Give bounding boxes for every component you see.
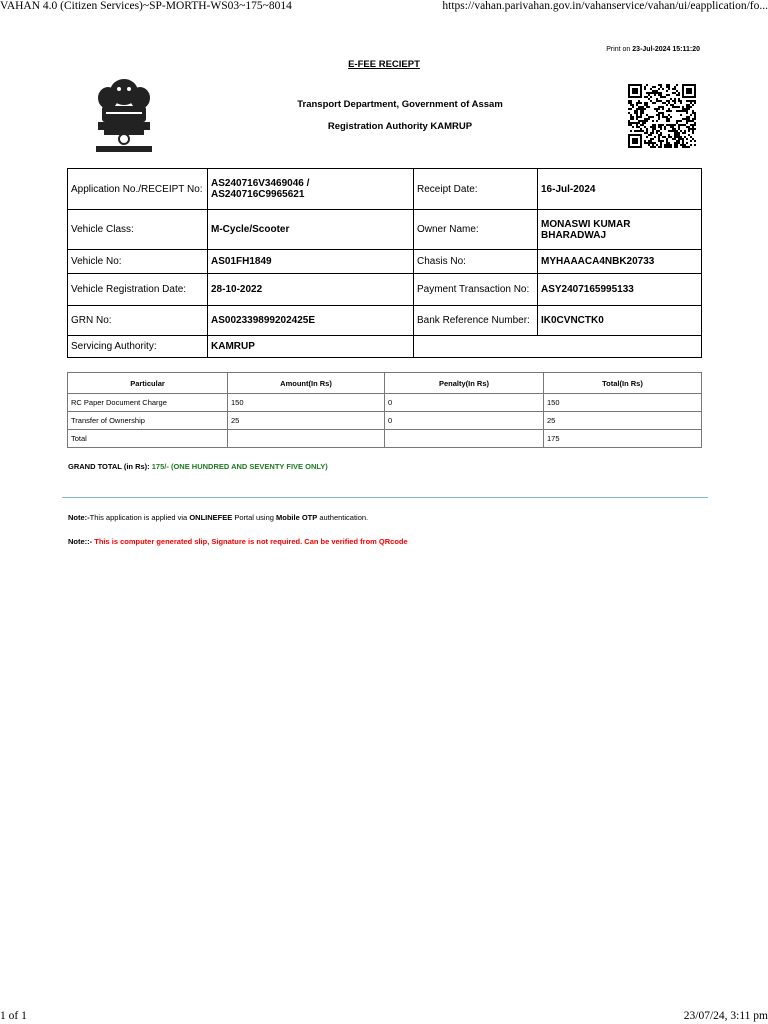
registration-date-value: 28-10-2022 bbox=[208, 274, 414, 306]
table-cell bbox=[228, 430, 385, 448]
fee-table-header bbox=[68, 373, 702, 394]
browser-print-footer bbox=[0, 1006, 768, 1024]
table-row bbox=[68, 430, 702, 448]
servicing-authority-value: KAMRUP bbox=[208, 336, 414, 358]
registration-authority: Registration Authority KAMRUP bbox=[327, 121, 473, 132]
receipt-info-table bbox=[67, 168, 702, 358]
table-row bbox=[68, 394, 702, 412]
printed-on-label: Print on bbox=[606, 46, 631, 53]
national-emblem-icon bbox=[86, 72, 162, 156]
receipt-title: E-FEE RECIEPT bbox=[348, 59, 420, 70]
column-header: Penalty(In Rs) bbox=[385, 373, 544, 394]
table-row bbox=[68, 250, 702, 274]
page-count: 1 of 1 bbox=[0, 1010, 27, 1022]
vehicle-class-value: M-Cycle/Scooter bbox=[208, 210, 414, 250]
servicing-authority-label: Servicing Authority: bbox=[68, 336, 208, 358]
payment-transaction-value: ASY2407165995133 bbox=[538, 274, 702, 306]
browser-print-header bbox=[0, 0, 768, 16]
chasis-no-label: Chasis No: bbox=[414, 250, 538, 274]
table-cell: RC Paper Document Charge bbox=[68, 394, 228, 412]
vehicle-no-value: AS01FH1849 bbox=[208, 250, 414, 274]
owner-name-value: MONASWI KUMAR BHARADWAJ bbox=[538, 210, 702, 250]
note-label: Note::- bbox=[68, 537, 93, 546]
note-signature bbox=[68, 537, 408, 546]
column-header: Particular bbox=[68, 373, 228, 394]
bank-reference-label: Bank Reference Number: bbox=[414, 306, 538, 336]
registration-date-label: Vehicle Registration Date: bbox=[68, 274, 208, 306]
table-row bbox=[68, 274, 702, 306]
table-row bbox=[68, 336, 702, 358]
printed-on-value: 23-Jul-2024 15:11:20 bbox=[632, 46, 700, 53]
printed-on bbox=[606, 46, 700, 53]
vehicle-class-label: Vehicle Class: bbox=[68, 210, 208, 250]
qr-code-icon bbox=[628, 84, 696, 148]
grn-label: GRN No: bbox=[68, 306, 208, 336]
app-no-label: Application No./RECEIPT No: bbox=[68, 169, 208, 210]
bank-reference-value: IK0CVNCTK0 bbox=[538, 306, 702, 336]
column-header: Total(In Rs) bbox=[544, 373, 702, 394]
print-timestamp: 23/07/24, 3:11 pm bbox=[683, 1010, 768, 1022]
table-row bbox=[68, 412, 702, 430]
table-row bbox=[68, 169, 702, 210]
grand-total-label: GRAND TOTAL (in Rs): bbox=[68, 462, 150, 471]
receipt-date-value: 16-Jul-2024 bbox=[538, 169, 702, 210]
print-header-title: VAHAN 4.0 (Citizen Services)~SP-MORTH-WS03~175~8014 bbox=[0, 0, 292, 12]
fee-table bbox=[67, 372, 702, 448]
print-header-url: https://vahan.parivahan.gov.in/vahanservice/vahan/ui/eapplication/fo... bbox=[442, 0, 768, 12]
grn-value: AS002339899202425E bbox=[208, 306, 414, 336]
note-signature-text: This is computer generated slip, Signature is not required. Can be verified from QRcode bbox=[92, 537, 408, 546]
portal-name: ONLINEFEE bbox=[189, 513, 233, 522]
table-cell: 175 bbox=[544, 430, 702, 448]
table-cell: 25 bbox=[228, 412, 385, 430]
table-cell: 150 bbox=[228, 394, 385, 412]
auth-method: Mobile OTP bbox=[276, 513, 318, 522]
table-cell: 150 bbox=[544, 394, 702, 412]
table-cell: 0 bbox=[385, 394, 544, 412]
empty-cell bbox=[414, 336, 702, 358]
table-row bbox=[68, 210, 702, 250]
table-cell bbox=[385, 430, 544, 448]
table-cell: 25 bbox=[544, 412, 702, 430]
table-row bbox=[68, 306, 702, 336]
note-application-mode: Note:-This application is applied via ONLINEFEE Portal using Mobile OTP authentication. bbox=[68, 513, 369, 522]
payment-transaction-label: Payment Transaction No: bbox=[414, 274, 538, 306]
app-no-value: AS240716V3469046 / AS240716C9965621 bbox=[208, 169, 414, 210]
owner-name-label: Owner Name: bbox=[414, 210, 538, 250]
note-label: Note:- bbox=[68, 513, 90, 522]
chasis-no-value: MYHAAACA4NBK20733 bbox=[538, 250, 702, 274]
vehicle-no-label: Vehicle No: bbox=[68, 250, 208, 274]
department-name: Transport Department, Government of Assam bbox=[297, 99, 503, 110]
grand-total-value: 175/- (ONE HUNDRED AND SEVENTY FIVE ONLY) bbox=[151, 462, 328, 471]
table-cell: Transfer of Ownership bbox=[68, 412, 228, 430]
column-header: Amount(In Rs) bbox=[228, 373, 385, 394]
receipt-date-label: Receipt Date: bbox=[414, 169, 538, 210]
table-cell: Total bbox=[68, 430, 228, 448]
divider bbox=[62, 497, 708, 498]
grand-total bbox=[68, 462, 328, 471]
table-cell: 0 bbox=[385, 412, 544, 430]
